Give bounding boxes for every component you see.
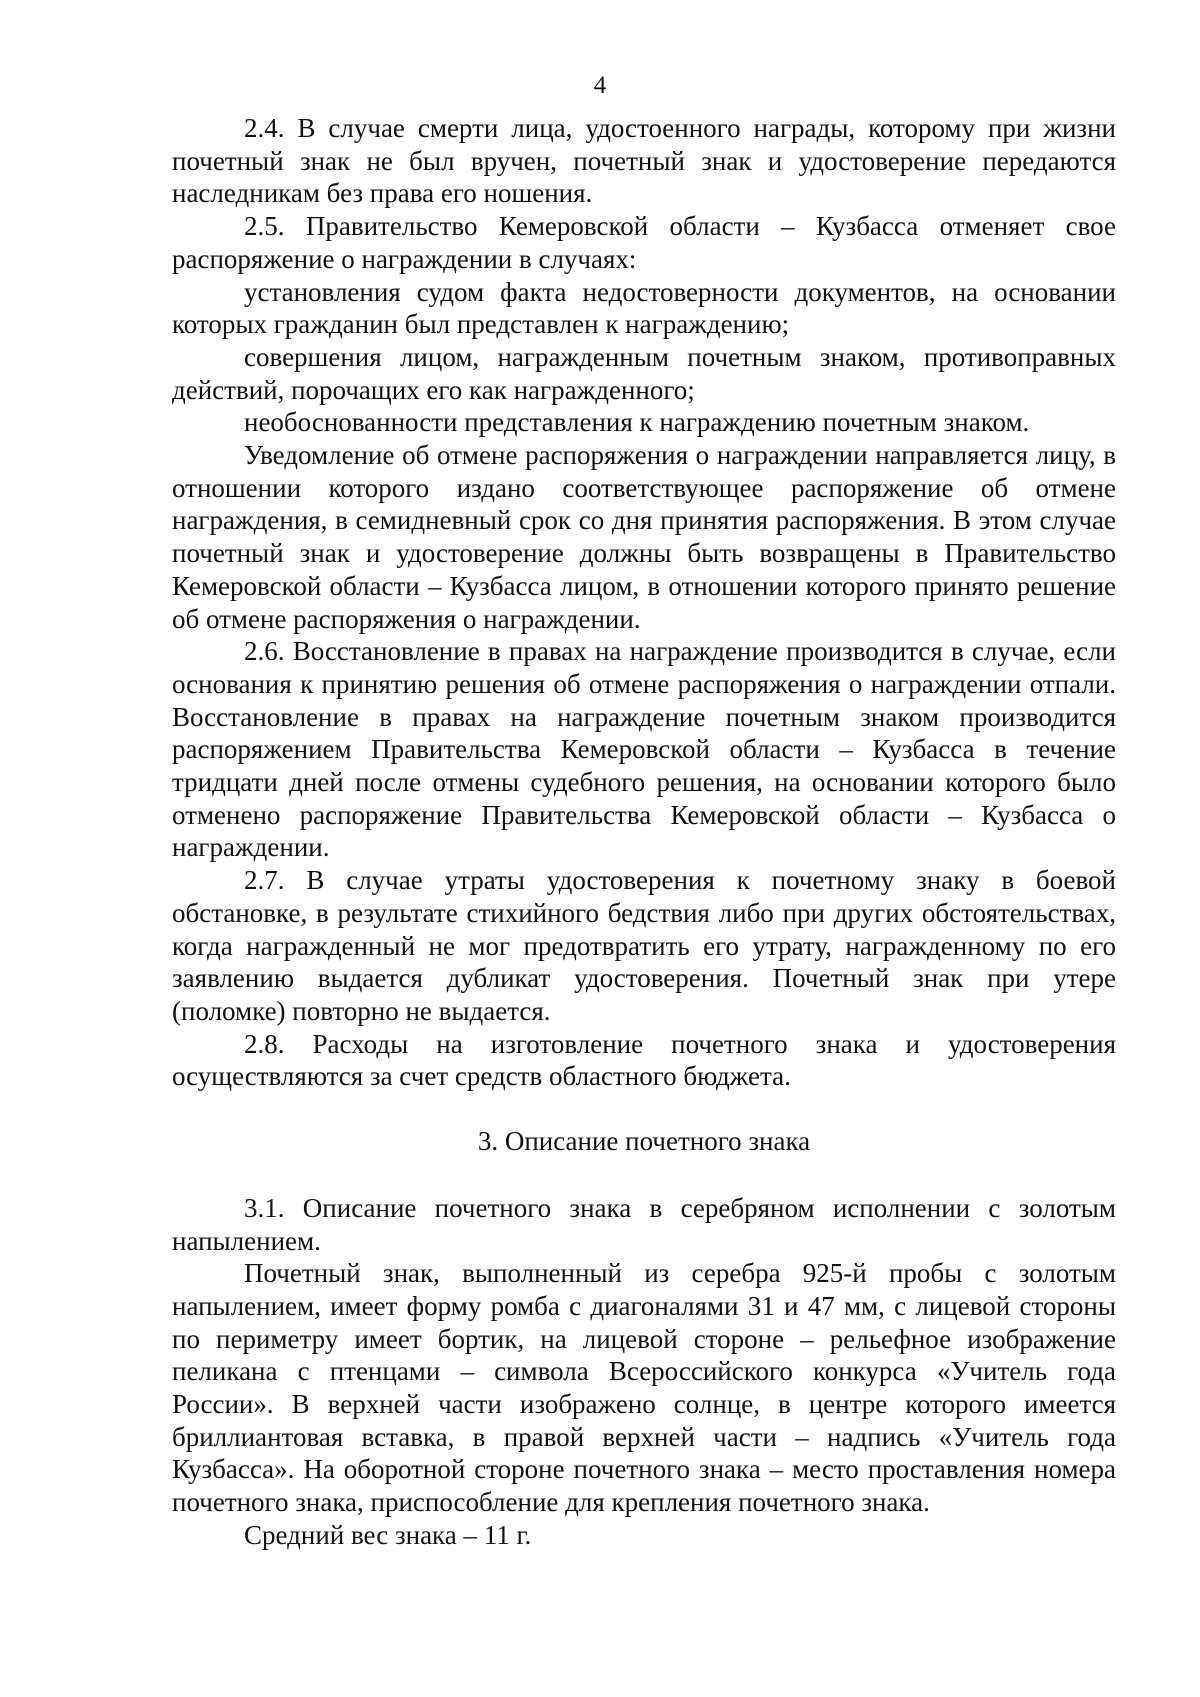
paragraph-2-5-case-unlawful-actions: совершения лицом, награжденным почетным знаком, противоправных действий, порочащих его как награжденного; <box>172 341 1116 405</box>
paragraph-average-weight: Средний вес знака – 11 г. <box>244 1519 532 1550</box>
paragraph-2-8: 2.8. Расходы на изготовление почетного знака и удостоверения осуществляются за счет средств областного бюджета. <box>172 1028 1116 1092</box>
paragraph-3-1: 3.1. Описание почетного знака в серебряном исполнении с золотым напылением. <box>172 1192 1116 1256</box>
paragraph-2-4: 2.4. В случае смерти лица, удостоенного награды, которому при жизни почетный знак не был вручен, почетный знак и удостоверение передаются наследникам без права его ношения. <box>172 113 1116 209</box>
paragraph-badge-description: Почетный знак, выполненный из серебра 925-й пробы с золотым напылением, имеет форму ромба с диагоналями 31 и 47 мм, с лицевой стороны по периметру имеет бортик, на лицевой стороне – рельефное изображение пеликана с птенцами – символа Всероссийского конкурса «Учитель года России». В верхней части изображено солнце, в центре которого имеется бриллиантовая вставка, в правой верхней части – надпись «Учитель года Кузбасса». На оборотной стороне почетного знака – место проставления номера почетного знака, приспособление для крепления почетного знака. <box>172 1258 1116 1518</box>
document-body <box>172 112 1116 1552</box>
paragraph-notification: Уведомление об отмене распоряжения о награждении направляется лицу, в отношении которого издано соответствующее распоряжение об отмене награждения, в семидневный срок со дня принятия распоряжения. В этом случае почетный знак и удостоверение должны быть возвращены в Правительство Кемеровской области – Кузбасса лицом, в отношении которого принято решение об отмене распоряжения о награждении. <box>172 440 1116 634</box>
paragraph-2-7: 2.7. В случае утраты удостоверения к почетному знаку в боевой обстановке, в результате стихийного бедствия либо при других обстоятельствах, когда награжденный не мог предотвратить его утрату, награжденному по его заявлению выдается дубликат удостоверения. Почетный знак при утере (поломке) повторно не выдается. <box>172 865 1116 1026</box>
paragraph-2-5: 2.5. Правительство Кемеровской области – Кузбасса отменяет свое распоряжение о награждении в случаях: <box>172 211 1116 274</box>
paragraph-2-6: 2.6. Восстановление в правах на награждение производится в случае, если основания к принятию решения об отмене распоряжения о награждении отпали. Восстановление в правах на награждение почетным знаком производится распоряжением Правительства Кемеровской области – Кузбасса в течение тридцати дней после отмены судебного решения, на основании которого было отменено распоряжение Правительства Кемеровской области – Кузбасса о награждении. <box>172 636 1116 863</box>
paragraph-2-5-case-unfounded: необоснованности представления к награждению почетным знаком. <box>244 407 1030 438</box>
page-number: 4 <box>593 72 607 99</box>
section-3-heading: 3. Описание почетного знака <box>477 1126 811 1157</box>
paragraph-2-5-case-documents: установления судом факта недостоверности документов, на основании которых гражданин был представлен к награждению; <box>172 276 1116 340</box>
